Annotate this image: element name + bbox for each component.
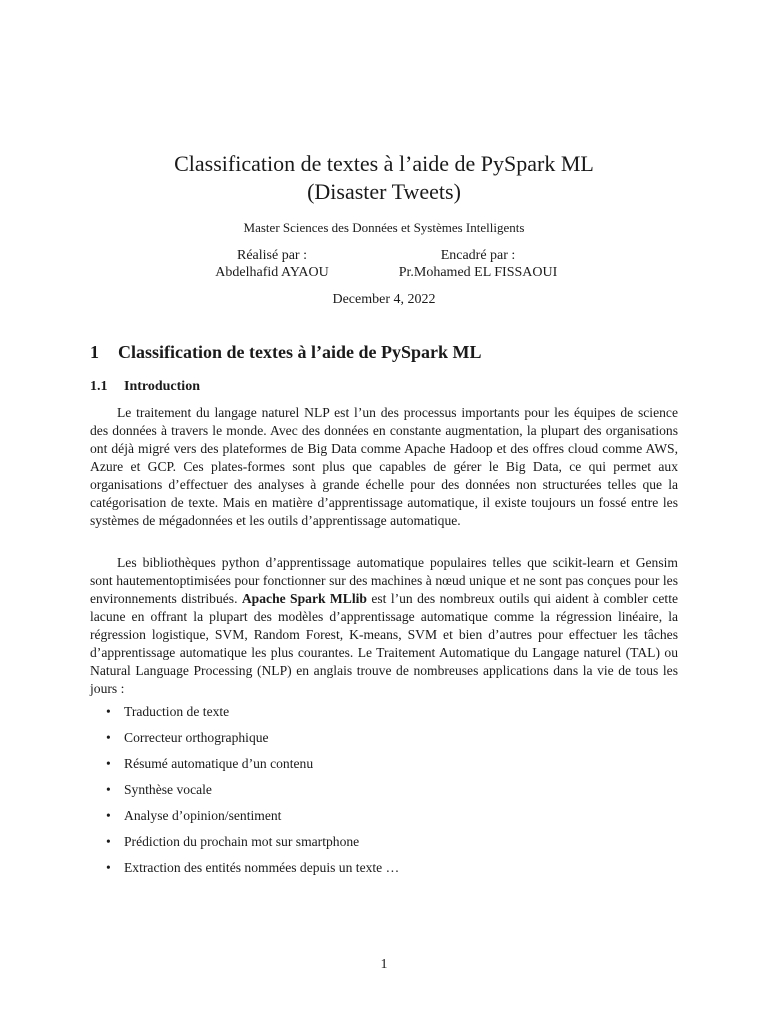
document-date: December 4, 2022 <box>332 292 436 307</box>
paragraph-2-part-2: est l’un des nombreux outils qui aident à combler cette lacune en offrant la plupart des modèles d’apprentissage automatique comme la régression linéaire, la régression logistique, SVM, Random Forest, K-means, SVM et bien d’autres pour effectuer les tâches d’apprentissage automatique les plus courantes. Le Traitement Automatique du Langage naturel (TAL) ou Natural Language Processing (NLP) en anglais trouve de nombreuses applications dans la vie de tous les jours : <box>90 591 679 696</box>
bullet-icon: • <box>106 756 111 771</box>
author-block-left <box>192 247 352 281</box>
paragraph-2-part-1: Les bibliothèques python d’apprentissage automatique populaires telles que scikit-learn et Gensim sont hautementoptimisées pour fonctionner sur des machines à nœud unique et ne sont pas conçues pour les environnements distribués. <box>90 555 678 606</box>
author-block-right <box>378 247 578 281</box>
subsection-title: Introduction <box>124 379 200 394</box>
list-item <box>104 729 399 755</box>
paragraph-1-text: Le traitement du langage naturel NLP est l’un des processus importants pour les équipes de science des données à travers le monde. Avec des données en constante augmentation, la plupart des organisations ont déjà migré vers des plateformes de Big Data comme Apache Hadoop et des offres cloud comme AWS, Azure et GCP. Ces plates-formes sont plus que capables de gérer le Big Data, ce qui permet aux organisations d’effectuer des analyses à grande échelle pour des données non structurées telles que la catégorisation de texte. Mais en matière d’apprentissage automatique, il existe toujours un fossé entre les systèmes de mégadonnées et les outils d’apprentissage automatique. <box>90 405 678 528</box>
author-right-label: Encadré par : <box>440 248 516 263</box>
paragraph-2 <box>90 554 678 698</box>
applications-list <box>104 703 399 885</box>
author-left-label: Réalisé par : <box>237 248 307 263</box>
paragraph-1 <box>90 404 678 530</box>
bullet-icon: • <box>106 834 111 849</box>
list-item <box>104 807 399 833</box>
list-item-text: Analyse d’opinion/sentiment <box>124 808 282 823</box>
list-item <box>104 781 399 807</box>
bullet-icon: • <box>106 860 111 875</box>
author-right-name: Pr.Mohamed EL FISSAOUI <box>398 265 558 280</box>
list-item <box>104 833 399 859</box>
bullet-icon: • <box>106 704 111 719</box>
list-item <box>104 703 399 729</box>
section-heading <box>90 340 481 364</box>
list-item-text: Synthèse vocale <box>124 782 212 797</box>
section-number: 1 <box>90 342 99 362</box>
list-item <box>104 755 399 781</box>
list-item-text: Prédiction du prochain mot sur smartphone <box>124 834 360 849</box>
section-title: Classification de textes à l’aide de PySpark ML <box>118 342 482 362</box>
paragraph-2-bold: Apache Spark MLlib <box>241 591 367 606</box>
list-item-text: Correcteur orthographique <box>124 730 269 745</box>
list-item-text: Résumé automatique d’un contenu <box>124 756 314 771</box>
page-number: 1 <box>380 957 388 972</box>
list-item-text: Traduction de texte <box>124 704 230 719</box>
list-item <box>104 859 399 885</box>
title-line-2: (Disaster Tweets) <box>307 179 461 204</box>
title-line-1: Classification de textes à l’aide de PySpark ML <box>174 151 594 176</box>
document-title <box>0 150 768 206</box>
bullet-icon: • <box>106 730 111 745</box>
list-item-text: Extraction des entités nommées depuis un texte … <box>124 860 400 875</box>
author-left-name: Abdelhafid AYAOU <box>215 265 329 280</box>
bullet-icon: • <box>106 808 111 823</box>
bullet-icon: • <box>106 782 111 797</box>
paragraph-2-text <box>90 554 678 698</box>
subsection-heading <box>90 378 200 396</box>
subsection-number: 1.1 <box>90 379 108 394</box>
document-subtitle: Master Sciences des Données et Systèmes Intelligents <box>243 220 525 235</box>
